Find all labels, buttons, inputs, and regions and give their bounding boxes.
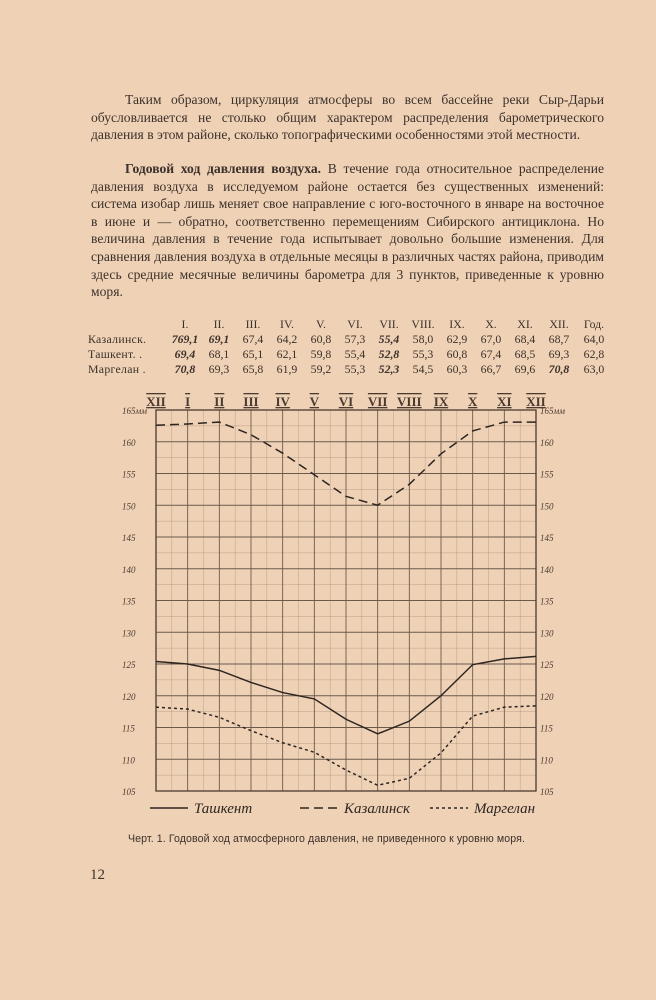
table-header-cell: XI. xyxy=(517,317,533,331)
table-cell: 59,8 xyxy=(310,347,332,361)
y-tick-label-left: 150 xyxy=(122,501,136,512)
y-tick-label-left: 130 xyxy=(122,628,136,639)
table-cell: 70,8 xyxy=(548,362,570,376)
table-cell: 67,4 xyxy=(480,347,502,361)
table-header-cell: VIII. xyxy=(411,317,435,331)
legend-label: Казалинск xyxy=(344,801,410,817)
table-cell: 55,3 xyxy=(344,362,366,376)
table-header-cell: V. xyxy=(316,317,326,331)
table-cell: 61,9 xyxy=(276,362,298,376)
table-row xyxy=(88,362,612,377)
table-cell: 62,9 xyxy=(446,332,468,346)
table-cell: 67,0 xyxy=(480,332,502,346)
figure-caption-text: Годовой ход атмосферного давления, не приведенного к уровню моря. xyxy=(168,833,526,845)
y-tick-label-left: 105 xyxy=(122,787,136,797)
y-tick-label-right: 160 xyxy=(540,437,554,448)
y-tick-label-left: 165мм xyxy=(122,406,147,416)
station-name: Казалинск. xyxy=(88,332,147,346)
y-tick-label-left: 155 xyxy=(122,469,136,480)
x-tick-label: IX xyxy=(433,394,449,409)
table-cell: 68,1 xyxy=(208,347,230,361)
x-tick-label: XI xyxy=(497,394,512,409)
paragraph-annual-pressure-body: В течение года относительное распределение давления воздуха в исследуемом районе остается без существенных изменений: система изобар лишь меняет свое направление с юго-восточного в январе на восточное в июне и — обратно, соответственно перемещениям Сибирского антициклона. Но величина давления в течение года испытывает довольно большие изменения. Для сравнения давления воздуха в отдельные месяцы в различных частях района, приводим здесь средние месячные величины барометра для 3 пунктов, приведенные к уровню моря. xyxy=(91,161,605,300)
x-tick-label: VII xyxy=(367,394,388,409)
table-cell: 60,8 xyxy=(310,332,332,346)
section-heading: Годовой ход давления воздуха. xyxy=(125,161,322,176)
table-cell: 65,1 xyxy=(242,347,264,361)
y-tick-label-left: 120 xyxy=(122,691,136,702)
paragraph-annual-pressure xyxy=(91,160,604,301)
table-cell: 60,8 xyxy=(446,347,468,361)
table-cell: 55,3 xyxy=(412,347,434,361)
y-tick-label-right: 105 xyxy=(540,787,554,797)
table-cell: 58,0 xyxy=(412,332,434,346)
table-header-cell: IX. xyxy=(449,317,465,331)
table-cell: 68,5 xyxy=(514,347,536,361)
figure-caption xyxy=(128,833,588,845)
pressure-chart xyxy=(110,388,570,828)
x-tick-label: XII xyxy=(526,394,546,409)
table-cell: 62,1 xyxy=(276,347,298,361)
y-tick-label-right: 155 xyxy=(540,469,554,480)
x-tick-label: VI xyxy=(338,394,354,409)
table-cell: 69,3 xyxy=(548,347,570,361)
y-tick-label-right: 110 xyxy=(540,755,553,766)
y-tick-label-left: 160 xyxy=(122,437,136,448)
y-tick-label-right: 130 xyxy=(540,628,554,639)
y-tick-label-left: 140 xyxy=(122,564,136,575)
table-header-cell: I. xyxy=(181,317,189,331)
y-tick-label-right: 135 xyxy=(540,596,554,607)
pressure-table xyxy=(88,317,612,377)
table-header-cell: XII. xyxy=(549,317,569,331)
y-tick-label-right: 140 xyxy=(540,564,554,575)
table-cell: 68,4 xyxy=(514,332,536,346)
x-tick-label: V xyxy=(309,394,320,409)
x-tick-label: III xyxy=(243,394,259,409)
table-header-cell: VII. xyxy=(379,317,399,331)
table-header-cell: VI. xyxy=(347,317,363,331)
figure-caption-label: Черт. 1. xyxy=(128,833,166,845)
legend-label: Маргелан xyxy=(474,801,536,817)
y-tick-label-right: 125 xyxy=(540,660,554,670)
table-cell: 69,4 xyxy=(174,347,196,361)
table-cell: 64,0 xyxy=(583,332,605,346)
pressure-chart-svg xyxy=(110,388,570,828)
y-tick-label-right: 115 xyxy=(540,723,553,734)
legend-label: Ташкент xyxy=(194,801,253,817)
table-cell: 54,5 xyxy=(412,362,434,376)
table-cell: 60,3 xyxy=(446,362,468,376)
table-cell: 68,7 xyxy=(548,332,570,346)
table-cell: 66,7 xyxy=(480,362,502,376)
table-corner xyxy=(88,317,168,332)
table-cell: 52,3 xyxy=(378,362,400,376)
table-row xyxy=(88,347,612,362)
table-cell: 67,4 xyxy=(242,332,264,346)
station-name: Маргелан . xyxy=(88,362,146,376)
x-tick-label: IV xyxy=(275,394,290,409)
table-cell: 769,1 xyxy=(171,332,199,346)
table-cell: 65,8 xyxy=(242,362,264,376)
y-tick-label-right: 145 xyxy=(540,533,554,543)
table-cell: 64,2 xyxy=(276,332,298,346)
table-header-cell: IV. xyxy=(280,317,294,331)
table-cell: 62,8 xyxy=(583,347,605,361)
table-cell: 52,8 xyxy=(378,347,400,361)
table-cell: 69,1 xyxy=(208,332,230,346)
page-number: 12 xyxy=(90,867,105,883)
y-tick-label-right: 120 xyxy=(540,691,554,702)
x-tick-label: VIII xyxy=(397,394,422,409)
paragraph-circulation: Таким образом, циркуляция атмосферы во всем бассейне реки Сыр-Дарьи обусловливается не столько общим характером распределения барометрического давления в этом районе, сколько топографическими особенностями этой местности. xyxy=(91,92,604,143)
y-tick-label-left: 135 xyxy=(122,596,136,607)
table-header-cell: Год. xyxy=(583,317,605,331)
table-row xyxy=(88,332,612,347)
x-tick-label: X xyxy=(467,394,478,409)
table-cell: 55,4 xyxy=(378,332,400,346)
x-tick-label: II xyxy=(214,394,225,409)
x-tick-label: I xyxy=(185,394,191,409)
y-tick-label-left: 110 xyxy=(122,755,135,766)
table-cell: 63,0 xyxy=(583,362,605,376)
table-header-cell: III. xyxy=(245,317,261,331)
table-header-cell: X. xyxy=(485,317,497,331)
y-tick-label-right: 165мм xyxy=(540,406,565,416)
y-tick-label-right: 150 xyxy=(540,501,554,512)
x-tick-label: XII xyxy=(146,394,166,409)
table-header-row xyxy=(88,317,612,332)
table-cell: 69,3 xyxy=(208,362,230,376)
table-header-cell: II. xyxy=(213,317,225,331)
table-cell: 55,4 xyxy=(344,347,366,361)
y-tick-label-left: 125 xyxy=(122,660,136,670)
table-cell: 70,8 xyxy=(174,362,196,376)
table-cell: 69,6 xyxy=(514,362,536,376)
station-name: Ташкент. . xyxy=(88,347,143,361)
table-cell: 59,2 xyxy=(310,362,332,376)
y-tick-label-left: 145 xyxy=(122,533,136,543)
y-tick-label-left: 115 xyxy=(122,723,135,734)
table-cell: 57,3 xyxy=(344,332,366,346)
